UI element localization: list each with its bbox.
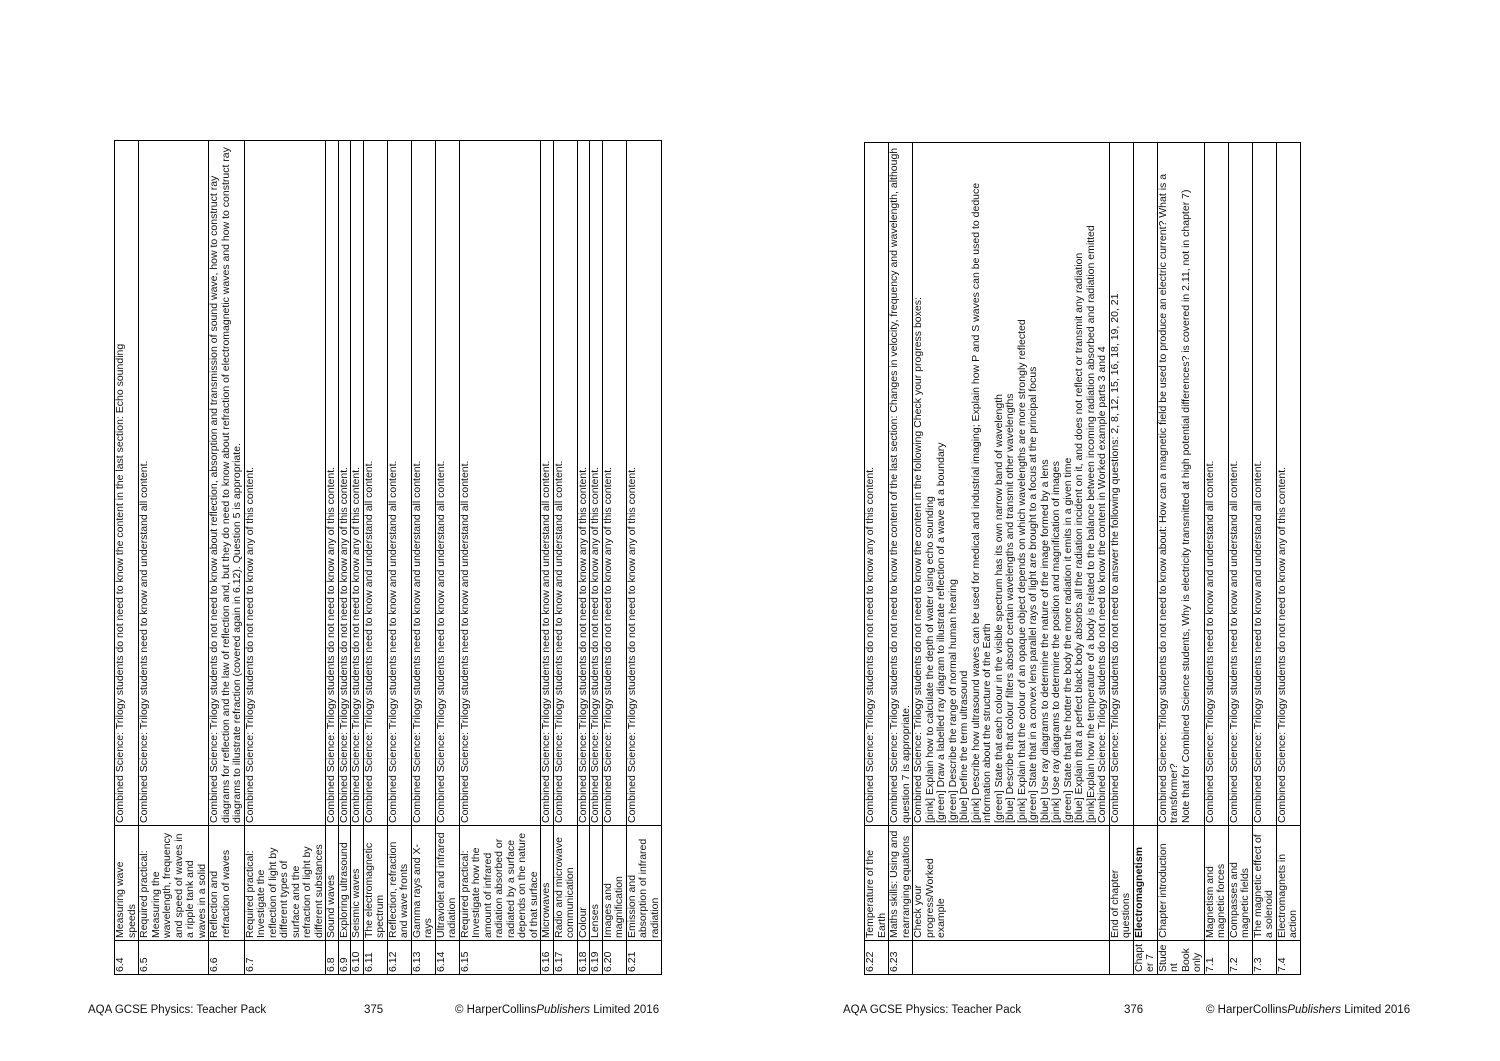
table-row [1109,143,1133,975]
lesson-number-cell: 6.6 [209,941,245,975]
note-line: [pink] Explain that the colour of an opaque object depends on which wavelengths are more strongly reflected [1015,319,1028,823]
note-line: Combined Science: Trilogy students need to know and understand all content. [1203,460,1216,823]
footer-title: AQA GCSE Physics: Teacher Pack [88,1004,267,1016]
note-line: Combined Science: Trilogy students need to know and understand all content. [362,460,375,823]
notes-cell [553,141,577,826]
topic-cell: The electromagnetic spectrum [363,826,387,941]
topic-cell: Required practical: Investigate the reflection of light by different types of surface and the refraction of light by different substances [244,826,326,941]
topic-cell: End of chapter questions [1109,826,1133,941]
topic-cell: Microwaves [541,826,554,941]
topic-cell: Images and magnification [602,826,626,941]
notes-cell [1204,143,1228,826]
note-line: [blue] Define the term ultrasound [958,670,970,823]
note-line: Combined Science: Trilogy students do not need to know the content of the last section: Changes in velocity, frequency and wavelength, although question 7 is appropriate. [888,147,912,823]
notes-cell [1133,143,1157,826]
lesson-number-cell: 6.12 [387,941,411,975]
topic-cell: Compasses and magnetic fields [1228,826,1252,941]
lesson-number-cell [913,941,1110,975]
notes-cell [326,141,339,826]
note-line: Combined Science: Trilogy students do not need to know the content in the last section: Echo sounding [114,343,126,823]
note-line: [blue] Use ray diagrams to determine the nature of the image formed by a lens [1038,459,1051,823]
note-line: [green] Draw a labelled ray diagram to illustrate reflection of a wave at a boundary [935,442,947,823]
note-line: Combined Science: Trilogy students do not need to answer the following questions: 2, 8, 12, 15, 16, 18, 19, 20, 21 [1108,293,1121,823]
note-line: Combined Science: Trilogy students do not need to know any of this content. [601,466,614,823]
table-row [209,141,245,975]
table-row [459,141,541,975]
topic-cell: Electromagnetism [1133,826,1157,941]
table-row [865,143,889,975]
notes-cell [1276,143,1300,826]
table-row [244,141,326,975]
lesson-number-cell: 6.13 [411,941,435,975]
lesson-number-cell: 6.8 [326,941,339,975]
note-line: Combined Science: Trilogy students need to know and understand all content. [552,460,565,823]
topic-cell: Maths skills: Using and rearranging equations [889,826,913,941]
lesson-number-cell: Chapter 7 [1133,941,1157,975]
notes-cell [913,143,1110,826]
topic-cell: Radio and microwave communication [553,826,577,941]
notes-cell [387,141,411,826]
topic-cell: Chapter introduction [1157,826,1204,941]
note-line: Combined Science: Trilogy students do not need to know about reflection, absorption and transmission of sound wave, how to construct ray diagrams for reflection and the law of reflection and, but they do need to know about refraction of electromagnetic waves and how to construct ray diagrams to illustrate refraction (covered again in 6.12). Question 5 is appropriate. [208,147,243,823]
note-line: Combined Science: Trilogy students need to know and understand all content. [540,460,552,823]
lesson-number-cell: 6.4 [115,941,139,975]
notes-cell [115,141,139,826]
note-line: Combined Science: Trilogy students do not need to know about: How can a magnetic field be used to produce an electric current? What is a transformer? [1156,173,1180,823]
note-line: Combined Science: Trilogy students do not need to know any of this content. [576,466,589,823]
notes-cell [338,141,351,826]
lesson-number-cell: 7.3 [1252,941,1276,975]
lesson-number-cell: Student Book only [1157,941,1204,975]
table-row [363,141,387,975]
notes-cell [590,141,603,826]
topic-cell: Ultraviolet and infrared radiation [435,826,459,941]
note-line: [blue] Explain that a perfect black body absorbs all the radiation incident on it, and does not reflect or transmit any radiation [1073,252,1085,823]
topic-cell: Temperature of the Earth [865,826,889,941]
note-line: Combined Science: Trilogy students do not need to know any of this content. [589,466,601,823]
lesson-number-cell: 6.11 [363,941,387,975]
note-line: Note that for Combined Science students, Why is electricity transmitted at high potential differences? is covered in 2.11, not in chapter 7) [1179,189,1192,823]
table-row [889,143,913,975]
lesson-number-cell: 7.4 [1276,941,1300,975]
lesson-number-cell: 6.23 [889,941,913,975]
guidance-table-rotated [114,140,662,975]
lesson-number-cell: 7.1 [1204,941,1228,975]
table-row [626,141,662,975]
note-line: Combined Science: Trilogy students do not need to know any of this content. [243,466,256,823]
note-line: Combined Science: Trilogy students do not need to know any of this content. [350,466,362,823]
footer-title: AQA GCSE Physics: Teacher Pack [843,1004,1022,1016]
topic-cell: Measuring wave speeds [115,826,139,941]
table-row [1204,143,1228,975]
notes-cell [1109,143,1133,826]
topic-cell: Seismic waves [351,826,364,941]
note-line: Combined Science: Trilogy students need to know and understand all content. [138,460,150,823]
page-number: 376 [1124,1004,1144,1016]
note-line: Combined Science: Trilogy students do not need to know any of this content. [864,466,876,823]
notes-cell [1252,143,1276,826]
lesson-number-cell: 7.2 [1228,941,1252,975]
lesson-number-cell: 6.21 [626,941,662,975]
note-line: [green] State that each colour in the visible spectrum has its own narrow band of wavelength [992,394,1005,823]
note-line: Combined Science: Trilogy students do not need to know any of this content. [1275,466,1288,823]
lesson-number-cell: 6.16 [541,941,554,975]
topic-cell: Gamma rays and X-rays [411,826,435,941]
topic-cell: Sound waves [326,826,339,941]
note-line: [pink] Describe how ultrasound waves can be used for medical and industrial imaging; Explain how P and S waves can be used to deduce information about the structure of the Earth [969,182,993,823]
note-line: Combined Science: Trilogy students need to know and understand all content. [410,460,423,823]
notes-cell [626,141,662,826]
lesson-number-cell: 6.17 [553,941,577,975]
note-line: Combined Science: Trilogy students need to know and understand all content. [386,460,399,823]
table-row [1157,143,1204,975]
notes-cell [435,141,459,826]
note-line: Combined Science: Trilogy students do not need to know the content in the following Check your progress boxes: [912,297,924,823]
table-row [326,141,339,975]
topic-cell: Magnetism and magnetic forces [1204,826,1228,941]
footer-copyright: © HarperCollinsPublishers Limited 2016 [455,1004,660,1016]
note-line: Combined Science: Trilogy students need to know and understand all content. [1251,460,1264,823]
lesson-number-cell: 6.14 [435,941,459,975]
notes-cell [541,141,554,826]
note-line: Combined Science: Trilogy students do not need to know any of this content. [325,466,337,823]
lesson-number-cell: 6.9 [338,941,351,975]
notes-cell [865,143,889,826]
note-line: Combined Science: Trilogy students do not need to know the content in Worked example parts 3 and 4 [1096,346,1108,823]
topic-cell: Colour [577,826,590,941]
topic-cell: Required practical: Investigate how the amount of infrared radiation absorbed or radiated by a surface depends on the nature of that surface [459,826,541,941]
note-line: Combined Science: Trilogy students need to know and understand all content. [1227,460,1240,823]
table-row [411,141,435,975]
notes-cell [1157,143,1204,826]
note-line: [blue] Describe that colour filters absorb certain wavelengths and transmit other wavelengths [1004,393,1016,823]
table-row [553,141,577,975]
guidance-table [864,142,1301,975]
table-row [435,141,459,975]
table-row [577,141,590,975]
topic-cell: Emission and absorption of infrared radiation [626,826,662,941]
lesson-number-cell: 6.20 [602,941,626,975]
note-line: [pink] Use ray diagrams to determine the position and magnification of images [1050,461,1062,823]
guidance-table-rotated [864,142,1301,975]
table-row [602,141,626,975]
topic-cell: Reflection and refraction of waves [209,826,245,941]
table-row [913,143,1110,975]
topic-cell: Reflection, refraction and wave fronts [387,826,411,941]
note-line: [green] State that the hotter the body the more radiation it emits in a given time [1061,457,1074,823]
notes-cell [577,141,590,826]
notes-cell [244,141,326,826]
table-row [338,141,351,975]
topic-cell: The magnetic effect of a solenoid [1252,826,1276,941]
note-line: [green] State that in a convex lens parallel rays of light are brought to a focus at the principal focus [1027,366,1039,823]
footer-copyright: © HarperCollinsPublishers Limited 2016 [1206,1004,1411,1016]
lesson-number-cell: 6.15 [459,941,541,975]
note-line: [pink]Explain how the temperature of a body is related to the balance between incoming radiation absorbed and radiation emitted [1084,225,1097,823]
notes-cell [363,141,387,826]
note-line: Combined Science: Trilogy students need to know and understand all content. [434,460,447,823]
notes-cell [602,141,626,826]
notes-cell [889,143,913,826]
lesson-number-cell: 6.18 [577,941,590,975]
notes-cell [351,141,364,826]
topic-cell: Required practical: Measuring the wavelength, frequency and speed of waves in a ripple tank and waves in a solid [139,826,209,941]
note-line: Combined Science: Trilogy students do not need to know any of this content. [337,466,350,823]
notes-cell [411,141,435,826]
note-line: Combined Science: Trilogy students need to know and understand all content. [458,460,471,823]
table-row [139,141,209,975]
table-row [1252,143,1276,975]
page-number: 375 [364,1004,384,1016]
note-line: Combined Science: Trilogy students do not need to know any of this content. [625,466,638,823]
table-row [115,141,139,975]
lesson-number-cell: 6.5 [139,941,209,975]
notes-cell [459,141,541,826]
topic-cell: Lenses [590,826,603,941]
lesson-number-cell: 6.19 [590,941,603,975]
table-row [1228,143,1252,975]
note-line: [pink] Explain how to calculate the depth of water using echo sounding [923,496,936,823]
lesson-number-cell: 6.7 [244,941,326,975]
table-row [387,141,411,975]
lesson-number-cell: 6.10 [351,941,364,975]
topic-cell: Electromagnets in action [1276,826,1300,941]
table-row [1276,143,1300,975]
guidance-table [114,140,662,975]
lesson-number-cell [1109,941,1133,975]
topic-cell: Check your progress/Worked example [913,826,1110,941]
notes-cell [139,141,209,826]
note-line: [green] Describe the range of normal human hearing [946,579,959,823]
page-376 [750,0,1500,1061]
table-row [1133,143,1157,975]
table-row [590,141,603,975]
table-row [351,141,364,975]
notes-cell [209,141,245,826]
notes-cell [1228,143,1252,826]
lesson-number-cell: 6.22 [865,941,889,975]
topic-cell: Exploring ultrasound [338,826,351,941]
table-row [541,141,554,975]
